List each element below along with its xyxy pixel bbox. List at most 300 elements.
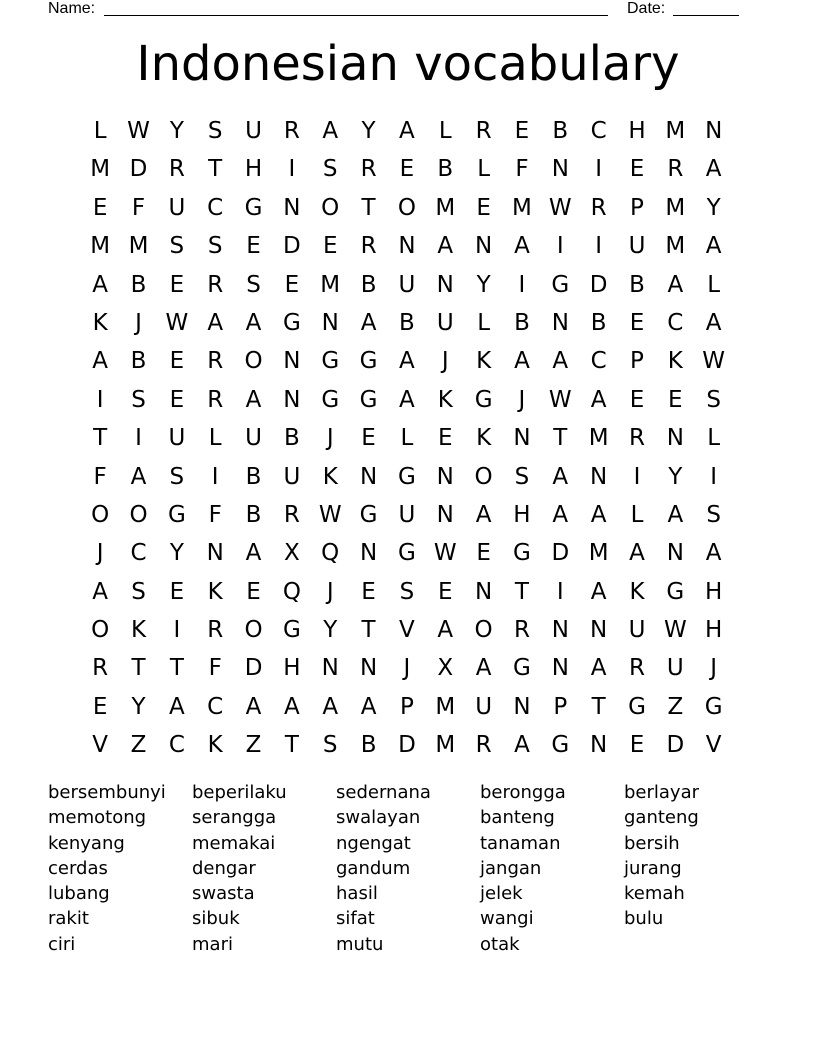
grid-letter: E [284, 271, 300, 298]
grid-letter: E [361, 425, 376, 452]
grid-letter: C [207, 194, 224, 221]
grid-letter: X [437, 655, 454, 682]
grid-letter: C [667, 309, 684, 336]
grid-letter: I [173, 617, 181, 644]
word-list-item: kemah [624, 883, 685, 905]
grid-row [81, 573, 733, 611]
grid-letter: K [207, 732, 223, 759]
word-list-item: berongga [480, 782, 566, 803]
grid-letter: E [629, 386, 645, 413]
grid-letter: O [244, 617, 263, 644]
word-list-item: ngengat [336, 832, 411, 854]
grid-letter: R [590, 194, 607, 221]
grid-row [81, 266, 733, 304]
grid-letter: M [588, 425, 609, 452]
grid-letter: C [590, 348, 607, 375]
grid-letter: A [322, 693, 339, 720]
grid-letter: E [514, 118, 530, 144]
word-list-item: gandum [336, 857, 411, 879]
grid-letter: F [208, 501, 222, 528]
grid-letter: Y [169, 118, 184, 144]
grid-row [81, 726, 733, 764]
grid-letter: N [666, 425, 684, 452]
grid-letter: D [551, 540, 570, 567]
grid-letter: A [590, 655, 607, 682]
grid-letter: A [399, 348, 415, 375]
grid-letter: B [360, 271, 377, 298]
grid-letter: U [168, 425, 186, 452]
grid-letter: D [589, 271, 608, 298]
grid-letter: M [588, 540, 609, 567]
grid-letter: K [437, 386, 453, 413]
grid-letter: R [628, 425, 645, 452]
word-list-item: sedernana [336, 782, 431, 803]
grid-letter: T [361, 194, 376, 221]
grid-letter: S [169, 463, 185, 490]
grid-letter: R [628, 655, 645, 682]
grid-letter: N [436, 271, 454, 298]
grid-letter: N [590, 617, 608, 644]
grid-letter: F [93, 463, 107, 490]
grid-letter: Y [706, 194, 721, 221]
grid-letter: S [131, 578, 146, 605]
grid-row [81, 112, 733, 150]
grid-letter: L [93, 118, 107, 144]
grid-letter: G [321, 348, 340, 375]
grid-letter: A [667, 501, 684, 528]
grid-letter: E [399, 156, 415, 183]
grid-letter: E [629, 156, 645, 183]
grid-letter: A [552, 348, 569, 375]
grid-letter: O [321, 194, 340, 221]
grid-letter: A [245, 309, 262, 336]
grid-letter: H [244, 156, 263, 183]
grid-row [81, 304, 733, 342]
grid-letter: E [92, 693, 108, 720]
grid-letter: L [400, 425, 414, 452]
grid-letter: H [705, 617, 723, 644]
grid-letter: R [207, 386, 224, 413]
grid-letter: J [403, 655, 411, 682]
grid-letter: N [551, 156, 569, 183]
grid-letter: G [513, 655, 531, 682]
grid-letter: P [553, 693, 568, 720]
grid-letter: M [90, 233, 111, 260]
grid-letter: N [283, 194, 301, 221]
grid-letter: N [398, 233, 416, 260]
grid-letter: K [476, 348, 492, 375]
grid-letter: G [398, 463, 416, 490]
grid-letter: O [91, 617, 110, 644]
grid-letter: M [320, 271, 341, 298]
word-list-item: mutu [336, 933, 384, 955]
date-blank-line [673, 15, 739, 16]
grid-letter: O [129, 501, 148, 528]
grid-letter: A [437, 617, 454, 644]
grid-letter: G [244, 194, 263, 221]
grid-letter: H [283, 655, 301, 682]
grid-letter: S [399, 578, 415, 605]
grid-letter: J [441, 348, 449, 375]
grid-letter: R [360, 156, 377, 183]
grid-letter: A [130, 463, 147, 490]
grid-letter: E [668, 386, 683, 413]
grid-letter: G [282, 309, 301, 336]
grid-letter: A [514, 233, 530, 260]
grid-letter: G [551, 271, 570, 298]
word-list-item: ganteng [624, 807, 699, 829]
grid-letter: A [475, 501, 492, 528]
grid-letter: D [129, 156, 148, 183]
grid-letter: A [475, 655, 492, 682]
grid-letter: E [92, 194, 108, 221]
grid-letter: I [556, 578, 564, 605]
grid-letter: G [704, 693, 723, 720]
grid-letter: S [322, 732, 338, 759]
grid-letter: A [360, 693, 377, 720]
word-column [336, 780, 480, 957]
grid-letter: O [474, 617, 493, 644]
grid-letter: I [710, 463, 718, 490]
grid-letter: S [131, 386, 146, 413]
grid-letter: H [628, 118, 646, 144]
word-list-item: wangi [480, 908, 534, 930]
grid-letter: K [92, 309, 108, 336]
grid-letter: A [245, 540, 262, 567]
grid-letter: G [321, 386, 340, 413]
grid-letter: Q [321, 540, 340, 567]
grid-letter: A [590, 386, 607, 413]
grid-letter: X [284, 540, 300, 567]
word-list-item: memakai [192, 832, 276, 854]
grid-letter: T [93, 425, 108, 452]
grid-letter: O [397, 194, 416, 221]
grid-letter: A [590, 501, 607, 528]
grid-letter: K [130, 617, 147, 644]
grid-letter: K [207, 578, 223, 605]
word-list-item: sifat [336, 908, 375, 930]
grid-letter: S [207, 118, 223, 144]
grid-letter: V [399, 617, 415, 644]
grid-letter: K [476, 425, 492, 452]
grid-letter: N [359, 655, 378, 682]
grid-letter: J [326, 578, 334, 605]
grid-letter: N [551, 655, 569, 682]
grid-letter: G [359, 348, 378, 375]
grid-letter: B [284, 425, 300, 452]
grid-letter: A [552, 501, 569, 528]
grid-letter: M [665, 194, 686, 221]
grid-letter: R [207, 617, 224, 644]
grid-letter: G [359, 386, 378, 413]
grid-letter: I [595, 233, 603, 260]
grid-letter: R [207, 348, 224, 375]
grid-letter: G [167, 501, 186, 528]
grid-letter: J [135, 309, 142, 336]
grid-letter: B [130, 348, 147, 375]
grid-letter: A [629, 540, 645, 567]
grid-letter: W [702, 348, 726, 375]
grid-letter: G [513, 540, 531, 567]
grid-letter: W [548, 194, 572, 221]
grid-letter: T [514, 578, 529, 605]
name-label: Name: [48, 0, 96, 17]
grid-letter: T [131, 655, 146, 682]
grid-letter: C [168, 732, 185, 759]
grid-letter: T [208, 156, 223, 183]
grid-letter: N [590, 732, 608, 759]
grid-letter: I [135, 425, 142, 452]
grid-letter: E [169, 271, 185, 298]
grid-letter: A [667, 271, 684, 298]
grid-letter: A [360, 309, 377, 336]
word-list-item: kenyang [48, 832, 125, 854]
grid-letter: W [433, 540, 457, 567]
word-list-item: tanaman [480, 832, 561, 854]
grid-letter: S [207, 233, 223, 260]
grid-letter: P [630, 194, 644, 221]
grid-letter: G [628, 693, 646, 720]
grid-letter: M [665, 233, 686, 260]
word-list-item: otak [480, 933, 520, 955]
grid-letter: A [705, 156, 722, 183]
grid-row [81, 611, 733, 649]
grid-letter: R [92, 655, 109, 682]
grid-letter: R [475, 118, 492, 144]
grid-row [81, 189, 733, 227]
grid-letter: B [552, 118, 569, 144]
grid-letter: R [283, 118, 300, 144]
grid-letter: M [435, 194, 456, 221]
grid-letter: V [705, 732, 722, 759]
grid-letter: L [630, 501, 644, 528]
grid-letter: E [169, 578, 185, 605]
grid-letter: A [437, 233, 454, 260]
grid-letter: A [705, 233, 722, 260]
word-list-item: swalayan [336, 807, 421, 829]
page-title: Indonesian vocabulary [136, 36, 680, 92]
grid-letter: A [168, 693, 185, 720]
grid-letter: U [628, 617, 646, 644]
grid-letter: U [398, 501, 416, 528]
word-list-item: berlayar [624, 782, 700, 803]
grid-letter: M [512, 194, 532, 221]
grid-letter: G [551, 732, 570, 759]
grid-letter: N [513, 425, 531, 452]
grid-letter: R [207, 271, 224, 298]
grid-row [81, 534, 733, 572]
date-label: Date: [627, 0, 666, 17]
grid-letter: E [169, 386, 185, 413]
word-list-item: ciri [48, 933, 76, 955]
word-column [192, 780, 336, 957]
word-list-item: beperilaku [192, 782, 287, 803]
grid-letter: E [322, 233, 338, 260]
word-list-item: jelek [480, 883, 523, 905]
grid-letter: K [629, 578, 645, 605]
grid-letter: U [398, 271, 416, 298]
grid-letter: R [283, 501, 300, 528]
grid-letter: L [477, 309, 491, 336]
grid-letter: N [359, 540, 378, 567]
grid-letter: T [284, 732, 299, 759]
grid-row [81, 227, 733, 265]
grid-letter: Q [282, 578, 301, 605]
grid-letter: V [92, 732, 109, 759]
grid-letter: F [131, 194, 146, 221]
grid-letter: S [322, 156, 338, 183]
grid-letter: U [245, 118, 262, 144]
grid-row [81, 342, 733, 380]
grid-letter: O [244, 348, 263, 375]
grid-letter: Y [668, 463, 683, 490]
grid-letter: Z [130, 732, 147, 759]
grid-letter: R [360, 233, 377, 260]
grid-letter: H [513, 501, 531, 528]
grid-letter: K [322, 463, 338, 490]
grid-letter: I [211, 463, 219, 490]
grid-letter: Y [361, 118, 376, 144]
grid-letter: N [475, 578, 493, 605]
grid-letter: N [475, 233, 493, 260]
grid-letter: D [666, 732, 685, 759]
word-list-item: dengar [192, 857, 256, 879]
grid-letter: W [663, 617, 687, 644]
grid-letter: A [207, 309, 224, 336]
grid-letter: E [246, 233, 261, 260]
grid-letter: I [96, 386, 104, 413]
grid-row [81, 458, 733, 496]
grid-letter: D [398, 732, 416, 759]
grid-letter: Y [131, 693, 146, 720]
grid-letter: U [628, 233, 646, 260]
grid-letter: D [244, 655, 263, 682]
grid-letter: R [513, 617, 530, 644]
name-blank-line [104, 15, 608, 16]
grid-letter: E [169, 348, 185, 375]
grid-letter: J [326, 425, 334, 452]
grid-letter: L [208, 425, 222, 452]
header-row [48, 0, 748, 20]
grid-letter: L [477, 156, 491, 183]
grid-letter: N [283, 386, 301, 413]
grid-letter: W [548, 386, 572, 413]
grid-letter: M [128, 233, 149, 260]
grid-letter: A [92, 348, 109, 375]
grid-letter: E [476, 194, 491, 221]
grid-row [81, 649, 733, 687]
grid-letter: B [629, 271, 645, 298]
grid-letter: N [436, 501, 454, 528]
word-list-item: hasil [336, 883, 378, 905]
grid-letter: B [399, 309, 415, 336]
grid-letter: U [666, 655, 684, 682]
grid-letter: N [321, 309, 339, 336]
grid-letter: B [130, 271, 147, 298]
grid-letter: P [399, 693, 414, 720]
grid-letter: S [246, 271, 261, 298]
grid-letter: S [706, 386, 721, 413]
word-list-item: cerdas [48, 857, 108, 879]
grid-letter: U [245, 425, 262, 452]
grid-letter: W [127, 118, 150, 144]
grid-letter: I [633, 463, 641, 490]
grid-letter: M [90, 156, 111, 183]
grid-letter: L [707, 271, 721, 298]
grid-letter: F [208, 655, 222, 682]
grid-letter: R [168, 156, 185, 183]
grid-letter: U [283, 463, 301, 490]
grid-letter: E [246, 578, 261, 605]
grid-letter: A [399, 386, 415, 413]
grid-letter: F [515, 156, 529, 183]
grid-letter: S [514, 463, 530, 490]
grid-letter: B [245, 463, 262, 490]
grid-letter: G [282, 617, 301, 644]
grid-letter: A [705, 309, 722, 336]
grid-letter: C [207, 693, 224, 720]
grid-letter: T [591, 693, 606, 720]
grid-letter: R [667, 156, 684, 183]
grid-row [81, 496, 733, 534]
grid-letter: N [666, 540, 684, 567]
grid-row [81, 688, 733, 726]
grid-letter: Y [323, 617, 338, 644]
grid-letter: A [705, 540, 722, 567]
grid-letter: E [629, 732, 645, 759]
grid-letter: N [590, 463, 608, 490]
word-list-item: bersembunyi [48, 782, 166, 803]
grid-letter: N [321, 655, 339, 682]
grid-letter: Y [169, 540, 184, 567]
grid-letter: U [168, 194, 186, 221]
grid-letter: U [475, 693, 493, 720]
grid-letter: U [436, 309, 454, 336]
word-list-item: mari [192, 933, 233, 955]
grid-letter: J [96, 540, 104, 567]
grid-letter: A [92, 578, 109, 605]
grid-letter: O [474, 463, 493, 490]
word-list-item: bulu [624, 908, 664, 930]
grid-letter: K [667, 348, 683, 375]
word-list-item: sibuk [192, 908, 240, 930]
grid-letter: C [130, 540, 147, 567]
grid-letter: A [590, 578, 607, 605]
grid-letter: W [165, 309, 189, 336]
grid-letter: L [438, 118, 452, 144]
grid-letter: E [437, 578, 453, 605]
grid-letter: B [514, 309, 530, 336]
grid-letter: A [399, 118, 415, 144]
grid-letter: J [710, 655, 718, 682]
grid-letter: C [590, 118, 607, 144]
grid-letter: G [359, 501, 378, 528]
word-bank [48, 780, 768, 957]
grid-letter: A [322, 118, 339, 144]
word-list-item: rakit [48, 908, 89, 930]
word-list-item: memotong [48, 807, 147, 829]
grid-letter: I [518, 271, 526, 298]
grid-letter: E [437, 425, 453, 452]
grid-letter: A [245, 693, 262, 720]
grid-row [81, 419, 733, 457]
grid-letter: S [706, 501, 721, 528]
grid-letter: Y [476, 271, 491, 298]
grid-letter: A [284, 693, 300, 720]
grid-letter: B [360, 732, 377, 759]
grid-letter: S [169, 233, 185, 260]
grid-letter: I [595, 156, 603, 183]
